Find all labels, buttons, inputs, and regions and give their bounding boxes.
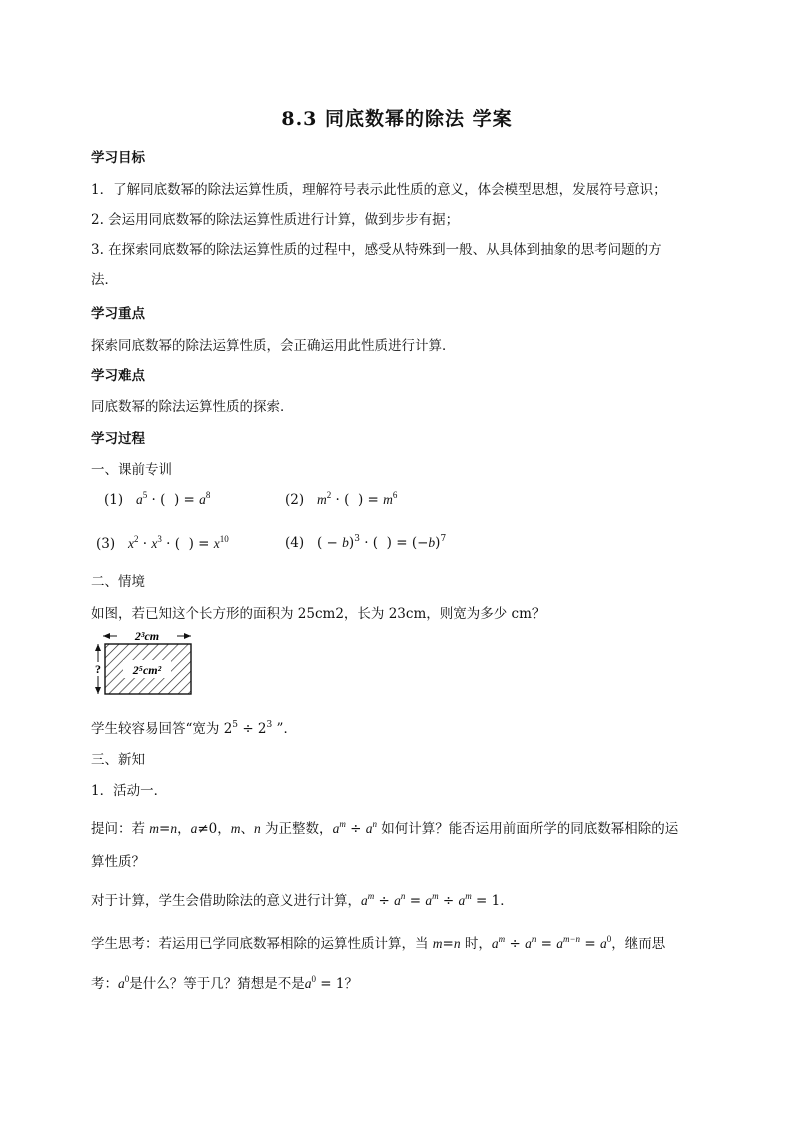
width-unknown-label: ? [95,662,101,676]
objective-item-3: 3. 在探索同底数幂的除法运算性质的过程中，感受从特殊到一般、从具体到抽象的思考问题的方 [91,242,662,258]
exercise-2: (2) $m^2$ · ( ) = $m^6$ [285,490,398,508]
exercise-4: (4) ( − b)$^3$ · ( ) = $(-b)^7$ [285,534,447,551]
exercise-4-label: (4) [285,535,305,551]
page-title: 8.3 同底数幂的除法 学案 [281,108,513,130]
exercise-3: (3) $x^2 \cdot x^3$ · ( ) = $x^{10}$ [96,534,229,552]
exercise-3-label: (3) [96,536,116,552]
student-answer: 学生较容易回答“宽为 $2^5 \div 2^3$ ”． [91,720,297,737]
difficulties-text: 同底数幂的除法运算性质的探索． [91,399,294,415]
situation-text: 如图，若已知这个长方形的面积为 25cm2，长为 23cm，则宽为多少 cm？ [91,606,546,622]
key-points-text: 探索同底数幂的除法运算性质，会正确运用此性质进行计算． [91,338,456,354]
question-line-1: 提问：若 m=n，a≠0，m、n 为正整数，$a^m \div a^n$ 如何计算？能否运用前面所学的同底数幂相除的运 [91,819,679,837]
exercise-1-label: (1) [104,492,124,508]
compute-line: 对于计算，学生会借助除法的意义进行计算，$a^m \div a^n = a^m \div a^m = 1$． [91,891,514,909]
think-line-2: 考：$a^0$是什么？等于几？猜想是不是$a^0 = 1$？ [91,974,358,992]
exercise-1: (1) $a^5$ · ( ) = $a^8$ [104,490,211,508]
objectives-heading: 学习目标 [91,150,145,166]
difficulties-heading: 学习难点 [91,368,145,384]
key-points-heading: 学习重点 [91,306,145,322]
top-length-label: 2³cm [134,630,160,643]
section-situation: 二、情境 [91,574,145,590]
think-line-1: 学生思考：若运用已学同底数幂相除的运算性质计算，当 m=n 时，$a^m \div a^n = a^{m-n} = a^0$，继而思 [91,934,666,952]
side-top-arrowhead [95,644,101,651]
objective-item-1: 1．了解同底数幂的除法运算性质，理解符号表示此性质的意义，体会模型思想，发展符号意识； [91,182,667,198]
process-heading: 学习过程 [91,431,145,447]
left-arrowhead [103,633,110,639]
exercise-2-label: (2) [285,492,305,508]
side-bottom-arrowhead [95,687,101,694]
rectangle-figure [93,630,197,698]
section-new-knowledge: 三、新知 [91,752,145,768]
activity-one: 1．活动一． [91,783,168,799]
area-label: 2⁵cm² [132,663,162,677]
right-arrowhead [184,633,191,639]
section-pre-class: 一、课前专训 [91,462,172,478]
objective-item-3-cont: 法． [91,272,118,288]
question-line-2: 算性质？ [91,854,145,870]
objective-item-2: 2. 会运用同底数幂的除法运算性质进行计算，做到步步有据； [91,212,460,228]
